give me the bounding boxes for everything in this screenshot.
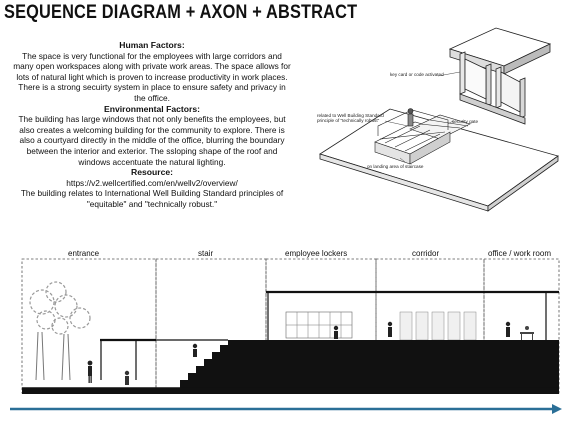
environmental-factors-line: windows accentuate the natural lighting. [78,156,226,167]
frame-label-entrance: entrance [68,249,100,258]
lockers-scene [266,292,559,340]
desk [520,326,534,340]
human-factors-line: There is a strong secuirty system in place to ensure safety and privacy in [18,82,286,93]
person-figure [193,344,197,357]
resource-link: https://v2.wellcertified.com/en/wellv2/overview/ [66,177,238,188]
label-well-note-2: principle of "technically robust" [317,118,380,123]
human-factors-heading: Human Factors: [119,40,185,50]
label-key-card: key card or code activated [390,72,444,77]
smoke-clouds [30,282,90,334]
sequence-arrow [10,404,562,414]
environmental-factors-line: between the interior and exterior. The ssloping shape of the roof and [26,145,278,156]
label-landing: on landing area of staircase [367,164,424,169]
frame-label-employee-lockers: employee lockers [285,249,348,258]
environmental-factors-heading: Environmental Factors: [104,103,200,114]
human-factors-line: the office. [134,92,170,103]
abstract-text [4,40,300,210]
person-figure [88,361,93,383]
environmental-factors-line: The building has large windows that not only benefits the employees, but [18,114,286,125]
stair-scene [156,340,266,388]
security-gate-detail [450,28,550,124]
resource-line: The building relates to International Well Building Standard principles of [20,188,284,199]
stair-element [408,109,413,127]
resource-heading: Resource: [130,167,174,178]
ground-slab [266,340,559,388]
ground-base [22,388,559,394]
resource-line: "equitable" and "technically robust." [86,198,218,209]
frame-label-office: office / work room [488,249,551,258]
human-factors-line: many open workspaces along with private work areas. The space allows for [13,61,291,72]
office-scene [506,292,546,340]
person-figure [334,326,338,339]
glass-panels [400,312,476,340]
frame-label-corridor: corridor [412,249,440,258]
person-figure [125,371,129,385]
human-factors-line: lots of natural light which is proven to increase productivity in work places. [16,71,288,82]
person-figure [388,322,392,337]
stair-steps [156,340,266,388]
page-title: SEQUENCE DIAGRAM + AXON + ABSTRACT [4,2,358,23]
human-factors-line: The space is very functional for the employees with large corridors and [22,50,282,61]
entrance-scene [30,282,156,385]
person-figure [506,322,510,337]
label-well-note-1: related to Well Building Standard [317,113,384,118]
frame-label-stair: stair [198,249,214,258]
axonometric-drawing [300,14,568,244]
environmental-factors-line: also a courtyard directly in the middle of the office, blurring the boundary [19,135,285,146]
label-security-gate: security gate [452,119,479,124]
chimneys [36,332,70,380]
corridor-scene [388,312,476,340]
sequence-diagram [0,240,568,426]
environmental-factors-line: also creates a welcoming building for the community to explore. There is [19,124,285,135]
